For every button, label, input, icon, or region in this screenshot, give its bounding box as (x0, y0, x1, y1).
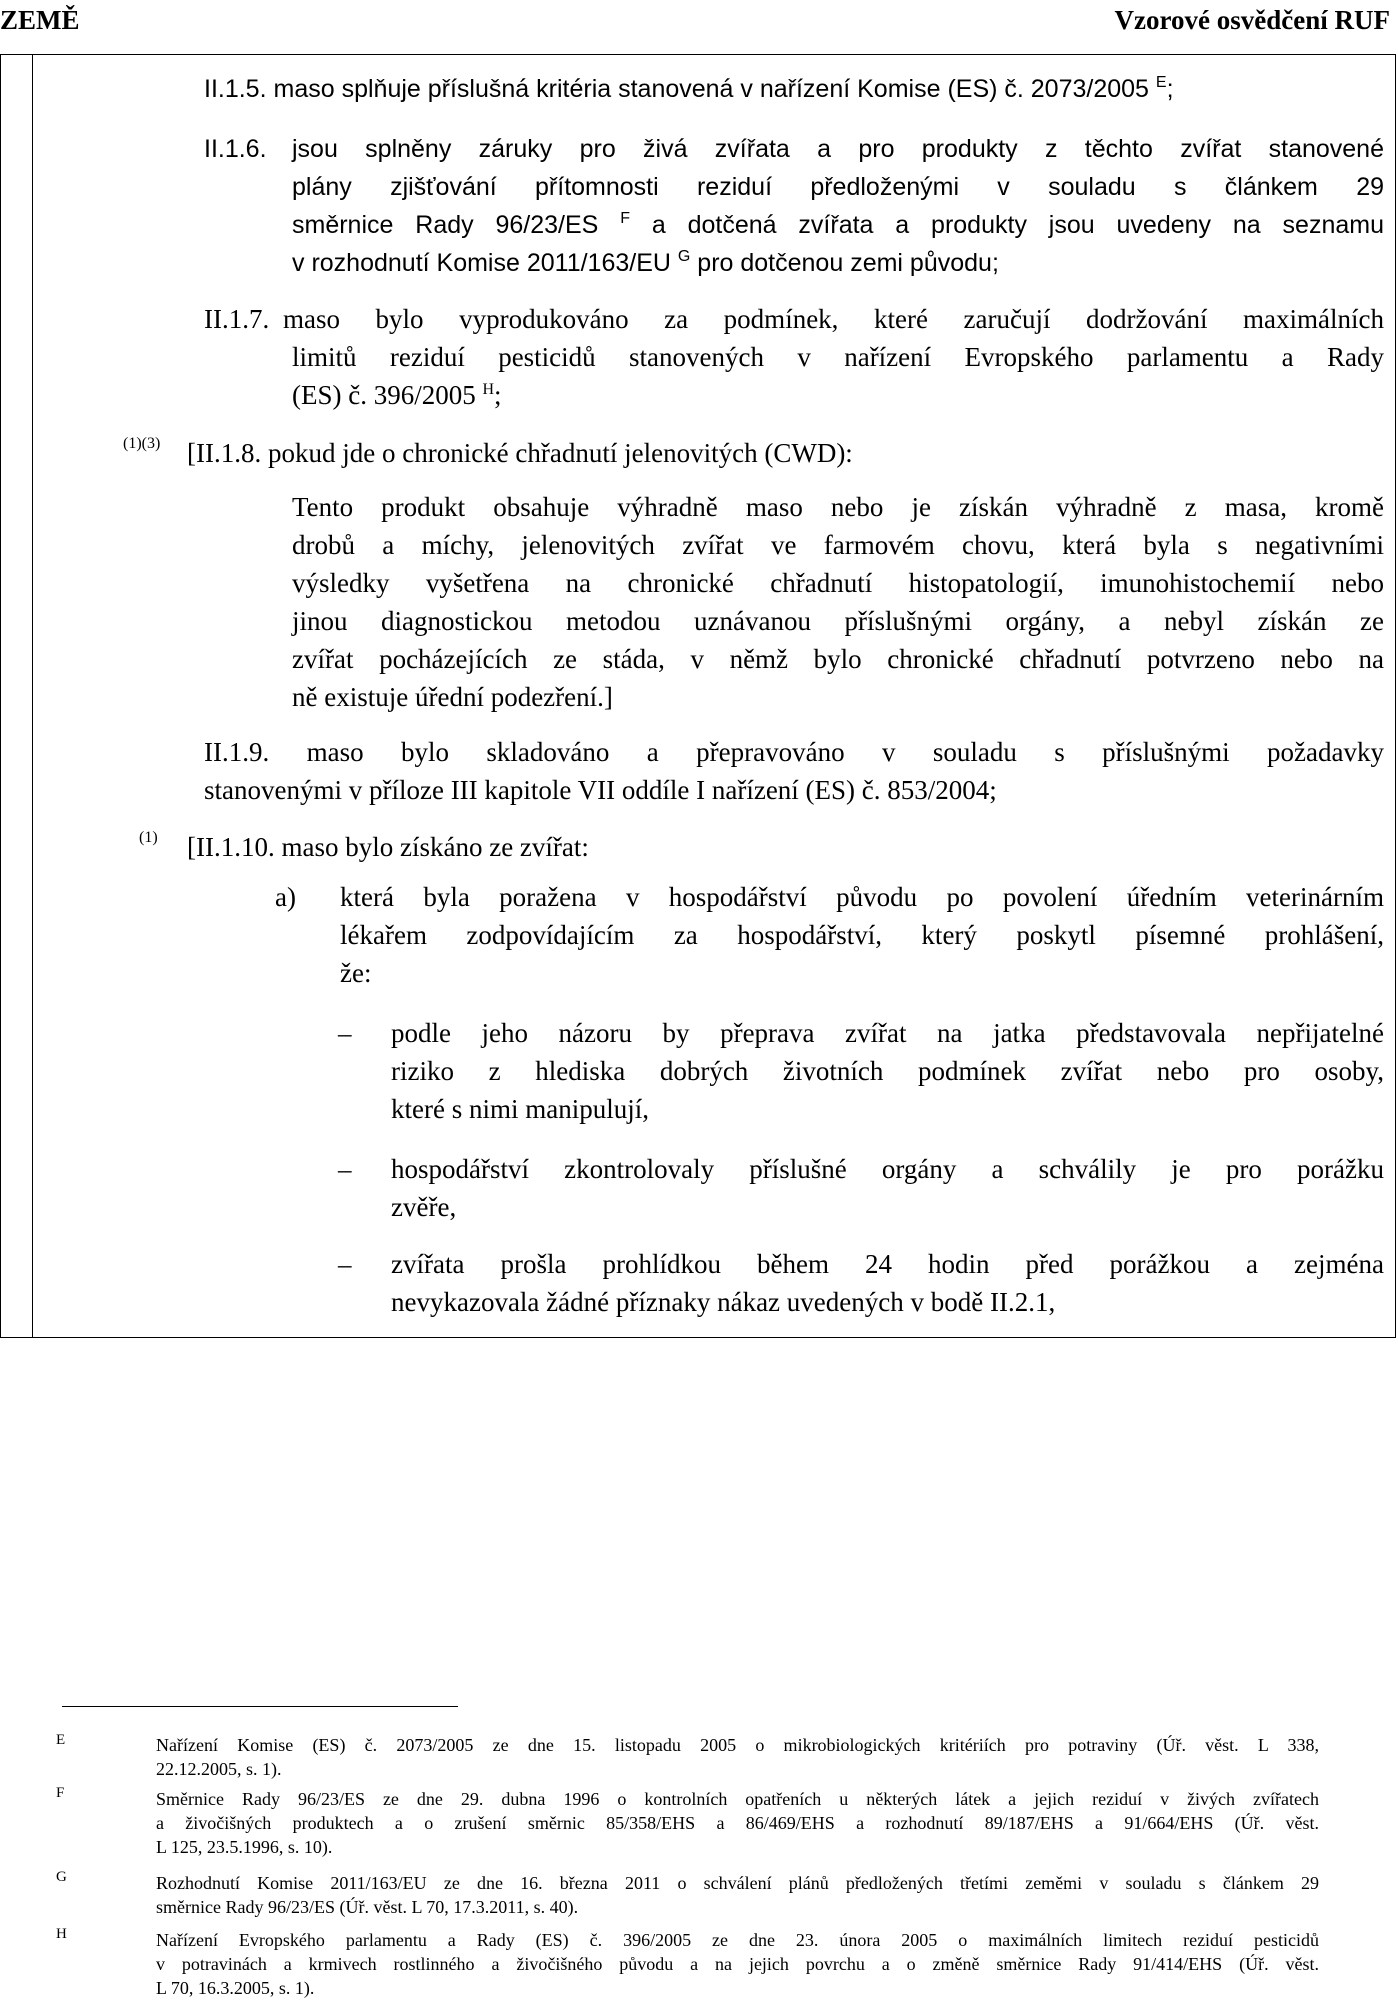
bullet-3-line-1: zvířata prošla prohlídkou během 24 hodin před porážkou a zejména (391, 1249, 1384, 1279)
item-II-1-5: II.1.5. maso splňuje příslušná kritéria stanovená v nařízení Komise (ES) č. 2073/2005 $^E$; (204, 74, 1174, 103)
bullet-dash-2: – (338, 1154, 352, 1184)
item-heading: pokud jde o chronické chřadnutí jelenovitých (CWD): (267, 438, 853, 468)
footnote-ref-E: E (1155, 74, 1167, 91)
point-a-line-3: že: (340, 958, 372, 988)
cwd-line-3: výsledky vyšetřena na chronické chřadnutí histopatologií, imunohistochemií nebo (292, 568, 1384, 598)
footnote-E: Nařízení Komise (ES) č. 2073/2005 ze dne 15. listopadu 2005 o mikrobiologických kritériích pro potraviny (Úř. věst. L 338, 22.12.2005, s. 1). (156, 1735, 1319, 1779)
bullet-1-line-2: riziko z hlediska dobrých životních podmínek zvířat nebo pro osoby, (391, 1056, 1384, 1086)
footnote-ref-F: F (620, 210, 630, 227)
item-II-1-8-heading (187, 434, 853, 472)
bullet-2-line-1: hospodářství zkontrolovaly příslušné orgány a schválily je pro porážku (391, 1154, 1384, 1184)
list-label-a: a) (275, 882, 296, 912)
item-II-1-7-line-2: limitů reziduí pesticidů stanovených v nařízení Evropského parlamentu a Rady (292, 342, 1384, 372)
item-II-1-6-line-4: v rozhodnutí Komise 2011/163/EU $^G$ pro dotčenou zemi původu; (292, 248, 999, 277)
cwd-line-2: drobů a míchy, jelenovitých zvířat ve farmovém chovu, která byla s negativními (292, 530, 1384, 560)
item-II-1-6-line-1: jsou splněny záruky pro živá zvířata a pro produkty z těchto zvířat stanovené (292, 135, 1384, 163)
item-II-1-10-heading (187, 828, 589, 866)
header-country: ZEMĚ (0, 5, 80, 35)
item-II-1-8-marker: (1)(3) (123, 435, 161, 452)
bullet-1-line-1: podle jeho názoru by přeprava zvířat na jatka představovala nepřijatelné (391, 1018, 1384, 1048)
footnote-ref-H: H (482, 381, 495, 398)
footnote-label-H: H (56, 1926, 67, 1942)
item-II-1-7-line-1: maso bylo vyprodukováno za podmínek, které zaručují dodržování maximálních (283, 304, 1384, 334)
point-a-line-2: lékařem zodpovídajícím za hospodářství, který poskytl písemné prohlášení, (340, 920, 1384, 950)
item-II-1-9-line-2: stanovenými v příloze III kapitole VII oddíle I nařízení (ES) č. 853/2004; (204, 775, 997, 805)
item-II-1-10-marker: (1) (139, 829, 158, 846)
footnote-separator (62, 1706, 458, 1707)
footnote-label-E: E (56, 1732, 66, 1748)
item-number: [II.1.8. (187, 438, 262, 468)
bullet-dash-1: – (338, 1018, 352, 1048)
bullet-2-line-2: zvěře, (391, 1192, 457, 1222)
item-II-1-6-line-3: směrnice Rady 96/23/ES $^F$ a dotčená zvířata a produkty jsou uvedeny na seznamu (292, 210, 1384, 239)
item-number-II-1-6: II.1.6. (204, 135, 267, 163)
cwd-line-1: Tento produkt obsahuje výhradně maso nebo je získán výhradně z masa, kromě (292, 492, 1384, 522)
cwd-line-4: jinou diagnostickou metodou uznávanou příslušnými orgány, a nebyl získán ze (292, 606, 1384, 636)
footnote-label-F: F (56, 1785, 65, 1801)
item-II-1-6-line-2: plány zjišťování přítomnosti reziduí předloženými v souladu s článkem 29 (292, 173, 1384, 201)
bullet-dash-3: – (338, 1249, 352, 1279)
footnote-H: Nařízení Evropského parlamentu a Rady (ES) č. 396/2005 ze dne 23. února 2005 o maximálních limitech reziduí pesticidů v potravinách a krmivech rostlinného a živočišného původu a na jejich povrchu a o změně směrnice Rady 91/414/EHS (Úř. věst. L 70, 16.3.2005, s. 1). (156, 1930, 1319, 1998)
item-number: II.1.9. (204, 737, 270, 767)
cwd-line-6: ně existuje úřední podezření.] (292, 682, 613, 712)
footnote-ref-G: G (677, 248, 691, 265)
footnote-label-G: G (56, 1869, 67, 1885)
cwd-line-5: zvířat pocházejících ze stáda, v němž bylo chronické chřadnutí potvrzeno nebo na (292, 644, 1384, 674)
header-certificate-title: Vzorové osvědčení RUF (1114, 5, 1390, 35)
item-II-1-9-line-1: II.1.9. maso bylo skladováno a přepravováno v souladu s příslušnými požadavky (204, 737, 1384, 767)
item-number: II.1.5. (204, 75, 267, 103)
footnote-G: Rozhodnutí Komise 2011/163/EU ze dne 16. března 2011 o schválení plánů předložených třetími zeměmi v souladu s článkem 29 směrnice Rady 96/23/ES (Úř. věst. L 70, 17.3.2011, s. 40). (156, 1873, 1319, 1917)
item-II-1-7-line-3: (ES) č. 396/2005 $^H$; (292, 380, 502, 410)
point-a-line-1: která byla poražena v hospodářství původu po povolení úředním veterinárním (340, 882, 1384, 912)
footnote-F: Směrnice Rady 96/23/ES ze dne 29. dubna 1996 o kontrolních opatřeních u některých látek a jejich reziduí v živých zvířatech a živočišných produktech a o zrušení směrnic 85/358/EHS a 86/469/EHS a rozhodnutí 89/187/EHS a 91/664/EHS (Úř. věst. L 125, 23.5.1996, s. 10). (156, 1789, 1319, 1857)
item-text: maso splňuje příslušná kritéria stanovená v nařízení Komise (ES) č. 2073/2005 (273, 75, 1149, 103)
bullet-1-line-3: které s nimi manipulují, (391, 1094, 649, 1124)
bullet-3-line-2: nevykazovala žádné příznaky nákaz uvedených v bodě II.2.1, (391, 1287, 1056, 1317)
item-number-II-1-7: II.1.7. (204, 304, 270, 334)
item-number: [II.1.10. (187, 832, 275, 862)
item-heading: maso bylo získáno ze zvířat: (281, 832, 589, 862)
